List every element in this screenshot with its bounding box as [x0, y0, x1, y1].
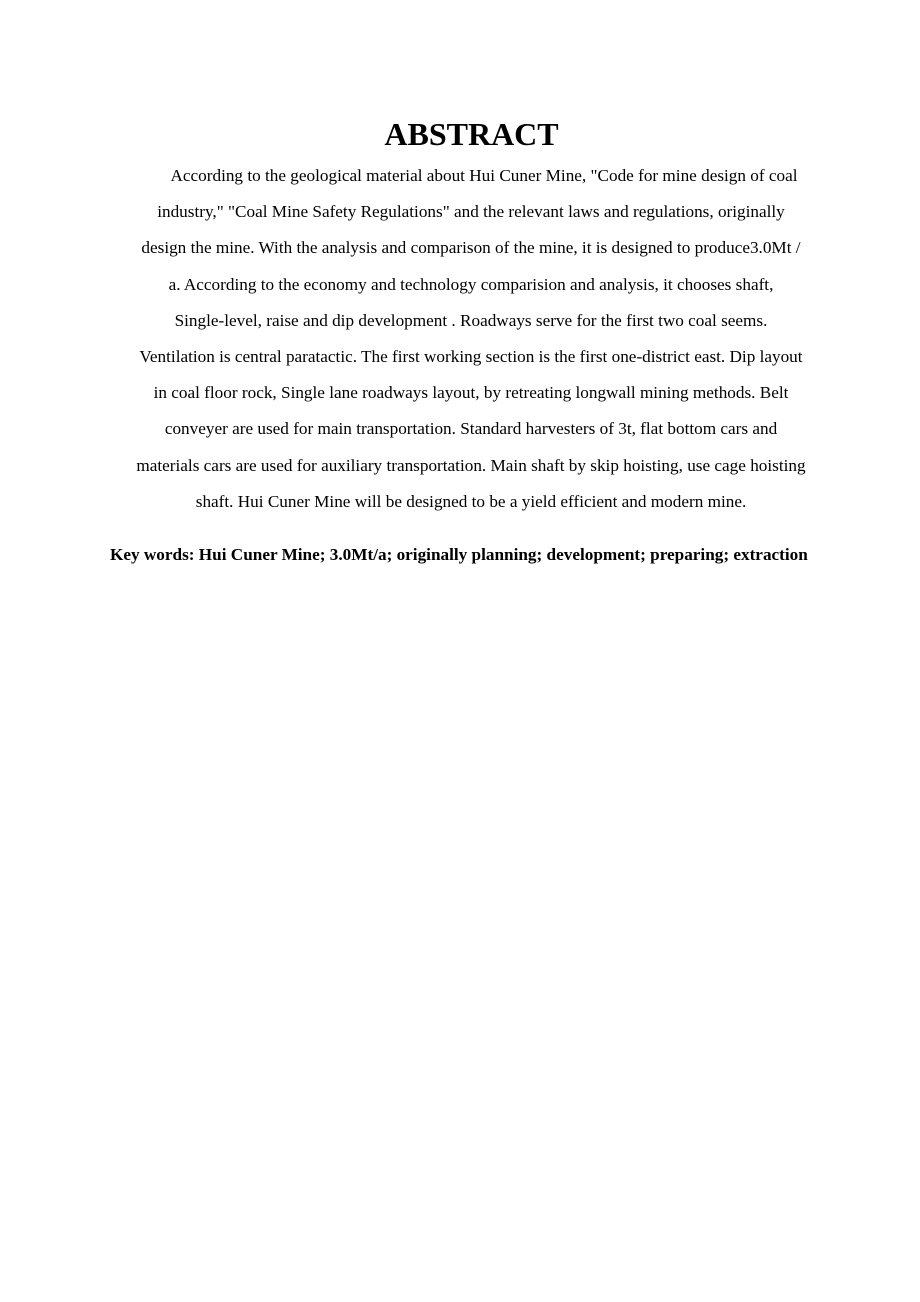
page-title: ABSTRACT — [384, 116, 559, 152]
abstract-line: Ventilation is central paratactic. The first working section is the first one-district east. Dip layout — [139, 347, 803, 367]
abstract-line: materials cars are used for auxiliary transportation. Main shaft by skip hoisting, use cage hoisting — [136, 455, 806, 475]
abstract-line: Single-level, raise and dip development . Roadways serve for the first two coal seems. — [174, 310, 768, 330]
abstract-line: industry," "Coal Mine Safety Regulations" and the relevant laws and regulations, originally — [157, 202, 785, 222]
abstract-line: conveyer are used for main transportation. Standard harvesters of 3t, flat bottom cars and — [164, 419, 778, 439]
abstract-line: in coal floor rock, Single lane roadways layout, by retreating longwall mining methods. Belt — [153, 383, 789, 403]
abstract-line: According to the geological material about Hui Cuner Mine, "Code for mine design of coal — [170, 166, 798, 185]
abstract-line: a. According to the economy and technology comparision and analysis, it chooses shaft, — [168, 274, 774, 294]
abstract-paragraph — [108, 158, 834, 520]
keywords: Key words: Hui Cuner Mine; 3.0Mt/a; originally planning; development; preparing; extraction — [110, 545, 808, 565]
abstract-line: design the mine. With the analysis and comparison of the mine, it is designed to produce3.0Mt / — [141, 238, 801, 258]
abstract-line: shaft. Hui Cuner Mine will be designed to be a yield efficient and modern mine. — [195, 491, 747, 511]
